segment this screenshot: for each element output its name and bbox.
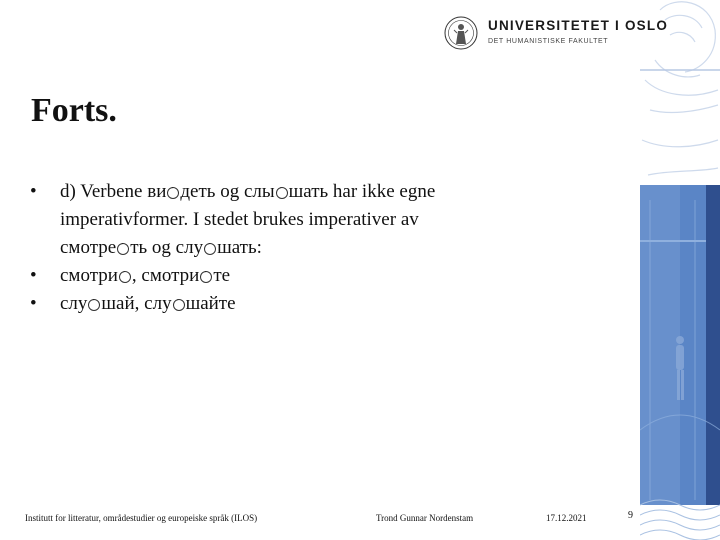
stress-mark-icon	[119, 271, 131, 283]
text-run: шать har ikke egne	[288, 181, 436, 202]
footer-author: Trond Gunnar Nordenstam	[376, 513, 474, 523]
text-run: d) Verbene ви	[60, 181, 167, 202]
footer-date: 17.12.2021	[546, 513, 587, 523]
bullet-dot: •	[30, 293, 37, 314]
text-run: смотри	[60, 265, 118, 286]
text-run: шайте	[185, 293, 236, 314]
bullet-text	[60, 262, 630, 290]
university-name: UNIVERSITETET I OSLO	[488, 18, 669, 33]
bullet-dot: •	[30, 181, 37, 202]
stress-mark-icon	[204, 243, 216, 255]
footer-institute: Institutt for litteratur, områdestudier og europeiske språk (ILOS)	[25, 513, 258, 523]
university-logo	[444, 14, 669, 56]
stress-mark-icon	[173, 299, 185, 311]
bullet-line	[60, 262, 630, 290]
stress-mark-icon	[88, 299, 100, 311]
bullet-line	[60, 290, 630, 318]
stress-mark-icon	[167, 187, 179, 199]
bullet-item	[30, 290, 630, 318]
text-run: шай, слу	[101, 293, 172, 314]
text-run: imperativformer. I stedet brukes imperativer av	[60, 209, 419, 230]
stress-mark-icon	[200, 271, 212, 283]
text-run: слу	[60, 293, 88, 314]
bullet-line	[60, 178, 630, 206]
text-run: , смотри	[131, 265, 200, 286]
bullet-item	[30, 262, 630, 290]
bullet-text	[60, 178, 630, 262]
page-number: 9	[628, 510, 633, 521]
bullet-line	[60, 234, 630, 262]
decorative-side-panel	[640, 0, 720, 540]
text-run: смотре	[60, 237, 117, 258]
stress-mark-icon	[117, 243, 129, 255]
text-run: дeть og слы	[180, 181, 275, 202]
bullet-list	[30, 178, 630, 318]
bullet-item	[30, 178, 630, 262]
text-run: те	[213, 265, 231, 286]
bullet-line	[60, 206, 630, 234]
text-run: ть og слу	[130, 237, 204, 258]
bullet-text	[60, 290, 630, 318]
text-run: шать:	[217, 237, 262, 258]
bullet-dot: •	[30, 265, 37, 286]
faculty-name: DET HUMANISTISKE FAKULTET	[488, 38, 609, 45]
slide-title: Forts.	[31, 92, 117, 129]
university-seal-icon	[444, 16, 478, 50]
stress-mark-icon	[276, 187, 288, 199]
